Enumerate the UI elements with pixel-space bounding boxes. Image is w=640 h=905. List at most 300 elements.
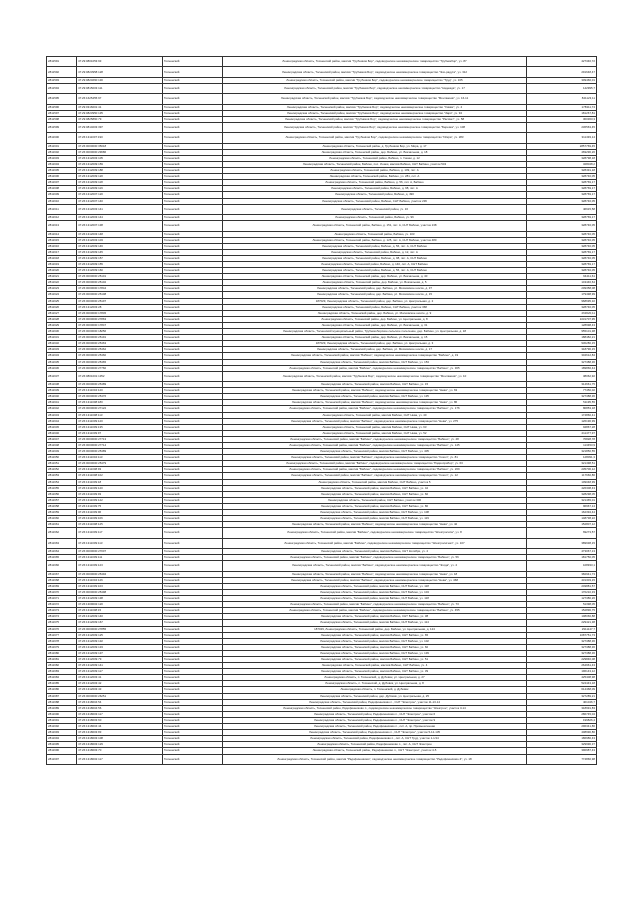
table-row [47,204,597,214]
cadastral-number-cell: 47:26:1311008:15 [77,608,163,614]
cadastral-value-cell: 2857769,45 [527,143,597,149]
row-number-cell: 2811653 [47,473,77,479]
address-cell: Ленинградская область, Тосненский район, массив Бабино, СНТ Бабино, уч. 51 [223,657,527,663]
cadastral-number-cell: 47:26:1312009:157 [77,255,163,261]
address-cell: Ленинградская область, Тосненский район, массив "Трубников Бор", садоводческое некоммерческое товарищество "Заря", уч. 94 [223,110,527,116]
cadastral-number-cell: 47:26:1311009:75 [77,503,163,509]
district-cell: Тосненский [163,549,223,555]
cadastral-number-cell: 47:26:1311007:190 [77,133,163,143]
cadastral-number-cell: 47:26:1312003:105 [77,155,163,161]
cadastral-number-cell: 47:26:0000000:17845 [77,310,163,316]
address-cell: Ленинградская область, Тосненский муниципальный район, Трубникоборское сельское поселение, дер. Бабино, ул. Центральная, д. 18 [223,329,527,335]
row-number-cell: 2811620 [47,268,77,274]
district-cell: Тосненский [163,249,223,255]
row-number-cell: 2811692 [47,724,77,730]
cadastral-number-cell: 47:29:0823958:128 [77,67,163,77]
district-cell: Тосненский [163,116,223,122]
row-number-cell: 2811616 [47,243,77,249]
cadastral-number-cell: 47:29:0815003:111 [77,83,163,93]
row-number-cell: 2811681 [47,657,77,663]
district-cell: Тосненский [163,693,223,699]
cadastral-number-cell: 47:26:1312003:42 [77,681,163,687]
address-cell: Ленинградская область, Тосненский район, массив "Радофинниково", садоводческое некоммерческое товарищество "Радофинниково-3", уч. 18 [223,754,527,764]
cadastral-value-cell: 69273,57 [527,528,597,538]
cadastral-value-cell: 46915,58 [527,204,597,214]
district-cell: Тосненский [163,614,223,620]
cadastral-value-cell: 77450,02 [527,388,597,394]
row-number-cell: 2811592 [47,67,77,77]
cadastral-value-cell: 80853,18 [527,406,597,412]
cadastral-number-cell: 47:26:1312009:137 [77,650,163,656]
address-cell: Ленинградская область, Тосненский район, массив "Бабино", садоводческое некоммерческое товарищество "Нева", уч. 18 [223,571,527,577]
cadastral-value-cell: 128998,43 [527,322,597,328]
cadastral-number-cell: 47:26:1312009:117 [77,669,163,675]
cadastral-number-cell: 47:26:1311008:180 [77,400,163,406]
district-cell: Тосненский [163,748,223,754]
address-cell: Ленинградская область, Тосненский район, массив "Бабино", садоводческое некоммерческое товарищество "Бабино", уч. 305 [223,365,527,371]
cadastral-value-cell: 199826,4 [527,717,597,723]
cadastral-number-cell: 47:26:1311009:120 [77,418,163,424]
cadastral-value-cell: 51195,55 [527,400,597,406]
cadastral-number-cell: 47:26:1318003:70 [77,748,163,754]
district-cell: Тосненский [163,538,223,548]
address-cell: Ленинградская область, Тосненский район, массив Бабино, СНТ Бабино, уч. 42 [223,485,527,491]
address-cell: Ленинградская область, Тосненский район, Бабино, СНТ Бабино, участок 368 [223,304,527,310]
cadastral-value-cell: 318796,15 [527,347,597,353]
district-cell: Тосненский [163,632,223,638]
row-number-cell: 2811636 [47,365,77,371]
cadastral-number-cell: 47:26:1311009:97 [77,430,163,436]
district-cell: Тосненский [163,650,223,656]
district-cell: Тосненский [163,669,223,675]
row-number-cell: 2811677 [47,632,77,638]
cadastral-number-cell: 47:26:1312009:141 [77,663,163,669]
cadastral-value-cell: 178311,74 [527,104,597,110]
address-cell: 187029, Ленинградская область, Тосненский район, дер. Бабино, ул. Центральная, д. 124 [223,626,527,632]
cadastral-number-cell: 47:26:1311008:125 [77,522,163,528]
cadastral-number-cell: 47:26:1312009:145 [77,249,163,255]
cadastral-value-cell: 382941,73 [527,571,597,577]
cadastral-number-cell: 47:26:1312009:118 [77,180,163,186]
row-number-cell: 2811646 [47,430,77,436]
district-cell: Тосненский [163,122,223,132]
district-cell: Тосненский [163,608,223,614]
address-cell: Ленинградская область, Тосненский район, массив Бабино, СНТ Нева, уч. 40 [223,412,527,418]
row-number-cell: 2811658 [47,503,77,509]
row-number-cell: 2811629 [47,322,77,328]
cadastral-value-cell: 328746,05 [527,243,597,249]
address-cell: Ленинградская область, Тосненский район, Радофинниково п., садоводческое некоммерческое товарищество "Электрон", участок 3-14 [223,705,527,711]
cadastral-number-cell: 47:26:1318004:56 [77,705,163,711]
cadastral-value-cell: 431303,15 [527,577,597,583]
cadastral-value-cell: 328298,05 [527,491,597,497]
district-cell: Тосненский [163,736,223,742]
district-cell: Тосненский [163,717,223,723]
district-cell: Тосненский [163,681,223,687]
cadastral-number-cell: 47:29:0801053:93 [77,57,163,67]
cadastral-number-cell: 47:26:1311009:120 [77,485,163,491]
district-cell: Тосненский [163,577,223,583]
district-cell: Тосненский [163,104,223,110]
district-cell: Тосненский [163,602,223,608]
row-number-cell: 2811675 [47,620,77,626]
cadastral-number-cell: 47:26:1312007:138 [77,221,163,231]
cadastral-value-cell: 311493,14 [527,133,597,143]
district-cell: Тосненский [163,77,223,83]
district-cell: Тосненский [163,705,223,711]
cadastral-number-cell: 47:26:1311004:113 [77,455,163,461]
cadastral-value-cell: 196143,12 [527,669,597,675]
row-number-cell: 2811615 [47,237,77,243]
cadastral-number-cell: 47:26:1311009:96 [77,510,163,516]
cadastral-value-cell: 327388,36 [527,638,597,644]
district-cell: Тосненский [163,479,223,485]
district-cell: Тосненский [163,329,223,335]
address-cell: Ленинградская область, Тосненский район, массив "Трубников Бор", садоводческое некоммерческое товарищество "Химик", уч. 4 [223,104,527,110]
address-cell: Ленинградская область, Тосненский район, Радофинниково п., лит. А, пр. Промышленная [223,724,527,730]
address-cell: Ленинградская область, Тосненский район, Бабино, д. 109, лит. А [223,168,527,174]
cadastral-number-cell: 47:26:1309002:120 [77,602,163,608]
cadastral-number-cell: 47:26:0000000:18256 [77,329,163,335]
district-cell: Тосненский [163,485,223,491]
row-number-cell: 2811625 [47,298,77,304]
table-row [47,67,597,77]
cadastral-number-cell: 47:26:1318003:60 [77,717,163,723]
address-cell: Ленинградская область, п. Тосненский, д. Дубовик, ул. Центральная, д. 27 [223,675,527,681]
address-cell: Ленинградская область, Тосненский район, массив Бабино, СНТ Бабино, уч. 118 [223,596,527,602]
district-cell: Тосненский [163,382,223,388]
row-number-cell: 2811597 [47,110,77,116]
cadastral-value-cell: 318991,83 [527,705,597,711]
cadastral-number-cell: 47:29:0825860:79 [77,116,163,122]
row-number-cell: 2811656 [47,491,77,497]
cadastral-number-cell: 47:26:0000000:27713 [77,436,163,442]
cadastral-value-cell: 328769,17 [527,192,597,198]
row-number-cell: 2811599 [47,122,77,132]
cadastral-value-cell: 328746,05 [527,304,597,310]
cadastral-number-cell: 47:26:0000000:17844 [77,286,163,292]
row-number-cell: 2811638 [47,382,77,388]
row-number-cell: 2811621 [47,274,77,280]
district-cell: Тосненский [163,110,223,116]
cadastral-value-cell: 109048,99 [527,479,597,485]
cadastral-value-cell: 108933,1 [527,561,597,571]
table-row [47,94,597,104]
cadastral-value-cell: 263620,11 [527,310,597,316]
row-number-cell: 2811634 [47,353,77,359]
row-number-cell: 2811614 [47,231,77,237]
cadastral-number-cell: 47:26:1311009:106 [77,516,163,522]
district-cell: Тосненский [163,522,223,528]
address-cell: Ленинградская область, Тосненский район, массив "Трубников Бор", садоводческое некоммерческое товарищество "Труд", уч. 165 [223,77,527,83]
address-cell: Ленинградская область, Тосненский район, массив "Бабино", садоводческое некоммерческое товарищество "Бабино", уч. 56 [223,555,527,561]
table-row [47,83,597,93]
district-cell: Тосненский [163,149,223,155]
cadastral-value-cell: 179498,99 [527,292,597,298]
row-number-cell: 2811618 [47,255,77,261]
cadastral-value-cell: 181750,05 [527,555,597,561]
address-cell: 187029, Ленинградская область, Тосненский район, дер. Бабино, ул. Центральная, д. 2 [223,298,527,304]
district-cell: Тосненский [163,162,223,168]
cadastral-value-cell: 473067,13 [527,549,597,555]
cadastral-value-cell: 152807,12 [527,522,597,528]
row-number-cell: 2811601 [47,143,77,149]
cadastral-number-cell: 47:26:0000000:25462 [77,347,163,353]
address-cell: Ленинградская область, Тосненский район, Бабино, д. 56, лит. А, СНТ Бабино [223,243,527,249]
cadastral-value-cell: 1087751,73 [527,632,597,638]
cadastral-number-cell: 47:26:1312003:141 [77,204,163,214]
cadastral-number-cell: 47:26:0000000:25463 [77,341,163,347]
address-cell: Ленинградская область, Тосненский район, массив "Бабино", садоводческое некоммерческое товарищество "Сокол", уч. 12 [223,473,527,479]
address-cell: Ленинградская область, Тосненский район, массив "Бабино", садоводческое некоммерческое товарищество "Сокол", уч. 81 [223,455,527,461]
cadastral-value-cell: 328746,05 [527,198,597,204]
row-number-cell: 2811678 [47,638,77,644]
district-cell: Тосненский [163,204,223,214]
address-cell: Ленинградская область, Тосненский район, массив "Бабино", садоводческое некоммерческое товарищество "Бабино", уч. 176 [223,406,527,412]
row-number-cell: 2811654 [47,479,77,485]
district-cell: Тосненский [163,620,223,626]
cadastral-number-cell: 47:26:1312009:125 [77,632,163,638]
cadastral-value-cell: 327388,36 [527,394,597,400]
row-number-cell: 2811695 [47,742,77,748]
district-cell: Тосненский [163,143,223,149]
district-cell: Тосненский [163,168,223,174]
cadastral-value-cell: 328746,05 [527,237,597,243]
cadastral-value-cell: 930280,15 [527,341,597,347]
address-cell: Ленинградская область, Тосненский район, массив Бабино, СНТ Бабино, уч. 38 [223,614,527,620]
row-number-cell: 2811666 [47,561,77,571]
address-cell: Ленинградская область, Тосненский район, массив "Трубников Бор", садоводческое некоммерческое товарищество "Березка", уч. 108 [223,122,527,132]
address-cell: Ленинградская область, Тосненский район, Бабино, д. 56, лит. А, Бабино [223,180,527,186]
cadastral-number-cell: 47:26:0000000:25489 [77,382,163,388]
district-cell: Тосненский [163,186,223,192]
cadastral-value-cell: 614468,09 [527,687,597,693]
address-cell: Ленинградская область, Тосненский район, массив Бабино, СНТ Бабино, уч. 108 [223,510,527,516]
address-cell: Ленинградская область, Тосненский район, массив Бабино, СНТ Бабино, уч. 114 [223,620,527,626]
row-number-cell: 2811662 [47,528,77,538]
table-row [47,561,597,571]
district-cell: Тосненский [163,412,223,418]
address-cell: Ленинградская область, Тосненский район, массив "Бабино", садоводческое некоммерческое товарищество "Бабино", уч. 269 [223,467,527,473]
address-cell: Ленинградская область, Тосненский район, массив Бабино, СНТ Бабино, уч. 139 [223,650,527,656]
cadastral-value-cell: 128091,3 [527,455,597,461]
district-cell: Тосненский [163,310,223,316]
cadastral-number-cell: 47:26:0000000:25102 [77,280,163,286]
row-number-cell: 2811661 [47,522,77,528]
row-number-cell: 2811664 [47,549,77,555]
cadastral-number-cell: 47:26:0000000:25108 [77,292,163,298]
cadastral-value-cell: 235706,12 [527,467,597,473]
address-cell: Ленинградская область, Тосненский район, Бабино, д. 490 [223,192,527,198]
cadastral-number-cell: 47:26:1318002:117 [77,754,163,764]
address-cell: Ленинградская область, Тосненский район, Бабино, п. Ушаки, д. 12 [223,155,527,161]
address-cell: Ленинградская область, Тосненский район, дер. Бабино, ул. Вокзальная, д. 18 [223,149,527,155]
cadastral-number-cell: 47:29:0824660:130 [77,77,163,83]
row-number-cell: 2811600 [47,133,77,143]
district-cell: Тосненский [163,298,223,304]
district-cell: Тосненский [163,155,223,161]
district-cell: Тосненский [163,510,223,516]
cadastral-number-cell: 47:26:1312007:140 [77,198,163,204]
district-cell: Тосненский [163,418,223,424]
address-cell: Ленинградская область, Тосненский район, массив "Бабино", садоводческое некоммерческое товарищество "Нева", уч. 86 [223,400,527,406]
district-cell: Тосненский [163,675,223,681]
cadastral-value-cell: 328769,17 [527,180,597,186]
row-number-cell: 2811637 [47,371,77,381]
district-cell: Тосненский [163,424,223,430]
cadastral-value-cell: 328746,05 [527,268,597,274]
cadastral-number-cell: 47:26:1318004:54 [77,699,163,705]
address-cell: Ленинградская область, Тосненский район, Бабино, д. 140, лит. А, СНТ Бабино [223,262,527,268]
cadastral-number-cell: 47:26:1312003:28 [77,304,163,310]
row-number-cell: 2811607 [47,180,77,186]
row-number-cell: 2811659 [47,510,77,516]
district-cell: Тосненский [163,286,223,292]
address-cell: Ленинградская область, Тосненский район, Радофинниково п., СНТ "Электрон", участок 5-12-135 [223,730,527,736]
address-cell: Ленинградская область, Тосненский район, дер. Бабино, ул. Вокзальная, д. 31 [223,322,527,328]
cadastral-value-cell: 321850,55 [527,449,597,455]
address-cell: Ленинградская область, Тосненский район, массив "Бабино", садоводческое некоммерческое товарищество "Бабино", уч. 73 [223,602,527,608]
cadastral-number-cell: 47:26:1312007:120 [77,192,163,198]
address-cell: Ленинградская область, Тосненский район, Бабино, д. 98, лит. А [223,186,527,192]
row-number-cell: 2811627 [47,310,77,316]
cadastral-number-cell: 47:26:0000000:27007 [77,549,163,555]
cadastral-number-cell: 47:26:1318004:44 [77,724,163,730]
cadastral-number-cell: 47:26:0000000:27122 [77,406,163,412]
address-cell: Ленинградская область, Тосненский район, Бабино, пос. Ушаки, массив Бабино, СНТ Бабино, участок 543 [223,162,527,168]
cadastral-value-cell: 108066,88 [527,614,597,620]
row-number-cell: 2811671 [47,596,77,602]
cadastral-number-cell: 47:26:1312003:148 [77,231,163,237]
district-cell: Тосненский [163,711,223,717]
cadastral-value-cell: 327289,21 [527,693,597,699]
cadastral-value-cell: 1031707,95 [527,316,597,322]
cadastral-value-cell: 968695,32 [527,298,597,304]
address-cell: Ленинградская область, Тосненский район, массив "Трубников Бор", садоводческое некоммерческое товарищество "Искра", уч. 283 [223,133,527,143]
address-cell: Ленинградская область, Тосненский район, массив Бабино, СНТ Бабино, участок 5 [223,479,527,485]
cadastral-number-cell: 47:26:1312003:103 [77,237,163,243]
district-cell: Тосненский [163,455,223,461]
cadastral-number-cell: 47:26:1318003:83 [77,730,163,736]
district-cell: Тосненский [163,436,223,442]
row-number-cell: 2811687 [47,693,77,699]
address-cell: Ленинградская область, Тосненский район, дер. Бабино, ул. Вокзальная, д. 40 [223,274,527,280]
address-cell: Ленинградская область, Тосненский район, массив "Трубников Бор", садоводческое некоммерческое товарищество "Рассвет", уч. 58 [223,116,527,122]
district-cell: Тосненский [163,626,223,632]
district-cell: Тосненский [163,280,223,286]
address-cell: Ленинградская область, Тосненский район, массив Бабино, СНТ Бабино, уч. 135 [223,394,527,400]
cadastral-number-cell: 47:26:0000000:27855 [77,626,163,632]
row-number-cell: 2811612 [47,215,77,221]
table-row [47,57,597,67]
cadastral-value-cell: 188482,21 [527,335,597,341]
district-cell: Тосненский [163,174,223,180]
cadastral-value-cell: 126196,99 [527,418,597,424]
cadastral-number-cell: 47:26:1312009:79 [77,657,163,663]
row-number-cell: 2811628 [47,316,77,322]
cadastral-value-cell: 427346,72 [527,57,597,67]
district-cell: Тосненский [163,638,223,644]
cadastral-value-cell: 2911147,7 [527,626,597,632]
district-cell: Тосненский [163,262,223,268]
row-number-cell: 2811642 [47,406,77,412]
district-cell: Тосненский [163,754,223,764]
cadastral-value-cell: 329996,37 [527,742,597,748]
cadastral-value-cell: 174860,41 [527,412,597,418]
district-cell: Тосненский [163,255,223,261]
land-plots-table [46,56,597,765]
row-number-cell: 2811598 [47,116,77,122]
row-number-cell: 2811679 [47,644,77,650]
row-number-cell: 2811633 [47,347,77,353]
cadastral-number-cell: 47:26:1312009:120 [77,174,163,180]
row-number-cell: 2811674 [47,614,77,620]
address-cell: Ленинградская область, Тосненский район, массив Бабино, СНТ Колибри, уч. 4 [223,549,527,555]
address-cell: Ленинградская область, Тосненский район, массив Бабино, СНТ Нева, уч. 63 [223,424,527,430]
district-cell: Тосненский [163,571,223,577]
cadastral-number-cell: 47:26:1312009:132 [77,638,163,644]
row-number-cell: 2811660 [47,516,77,522]
address-cell: Ленинградская область, Тосненский район, массив "Бабино", садоводческое некоммерческое товарищество "Нева", уч. 468 [223,577,527,583]
district-cell: Тосненский [163,83,223,93]
cadastral-number-cell: 47:26:0000000:25101 [77,274,163,280]
cadastral-value-cell: 328491,18 [527,168,597,174]
table-row [47,221,597,231]
cadastral-number-cell: 47:26:0000000:25460 [77,353,163,359]
cadastral-value-cell: 264961,43 [527,663,597,669]
address-cell: Ленинградская область, Тосненский район, Радофинниково п., СНТ "Электрон", участок 4-5 [223,748,527,754]
row-number-cell: 2811609 [47,192,77,198]
address-cell: Ленинградская область, Тосненский район, массив "Трубников Бор", садоводческое некоммерческое товарищество "Монтажник", уч. 16-11 [223,94,527,104]
district-cell: Тосненский [163,365,223,371]
district-cell: Тосненский [163,198,223,204]
cadastral-number-cell: 47:29:0823950:135 [77,110,163,116]
district-cell: Тосненский [163,304,223,310]
cadastral-value-cell: 96967,14 [527,503,597,509]
cadastral-value-cell: 328746,05 [527,255,597,261]
cadastral-value-cell: 229421,38 [527,620,597,626]
row-number-cell: 2811651 [47,461,77,467]
row-number-cell: 2811648 [47,443,77,449]
address-cell: 187029, Ленинградская область, Тосненский район, дер. Бабино, ул. Центральная, д. 3 [223,341,527,347]
row-number-cell: 2811594 [47,83,77,93]
row-number-cell: 2811689 [47,705,77,711]
cadastral-number-cell: 47:26:1312009:167 [77,620,163,626]
district-cell: Тосненский [163,644,223,650]
cadastral-number-cell: 47:26:1318003:129 [77,742,163,748]
cadastral-value-cell: 94867,28 [527,424,597,430]
district-cell: Тосненский [163,561,223,571]
district-cell: Тосненский [163,353,223,359]
address-cell: Ленинградская область, Тосненский район, уч. 16 [223,204,527,214]
cadastral-number-cell: 47:26:1311009:117 [77,528,163,538]
address-cell: Ленинградская область, Тосненский район, массив "Бабино", садоводческое некоммерческое товарищество "Бабино", д. 19 [223,353,527,359]
cadastral-number-cell: 47:26:1311009:93 [77,491,163,497]
table-row [47,528,597,538]
address-cell: Ленинградская область, Тосненский район, Бабино, д. 151, лит. А, СНТ Бабино, участок 138 [223,221,527,231]
district-cell: Тосненский [163,406,223,412]
cadastral-value-cell: 426308,43 [527,485,597,491]
address-cell: Ленинградская область, Тосненский район, Бабино, уч. 103 [223,231,527,237]
district-cell: Тосненский [163,133,223,143]
cadastral-value-cell: 328798,18 [527,155,597,161]
cadastral-number-cell: 47:26:1312009:155 [77,262,163,268]
address-cell: Ленинградская область, Тосненский район, дер. Бабино, ул. Московское шоссе, д. 37 [223,286,527,292]
cadastral-value-cell: 328746,05 [527,174,597,180]
district-cell: Тосненский [163,243,223,249]
row-number-cell: 2811626 [47,304,77,310]
row-number-cell: 2811639 [47,388,77,394]
